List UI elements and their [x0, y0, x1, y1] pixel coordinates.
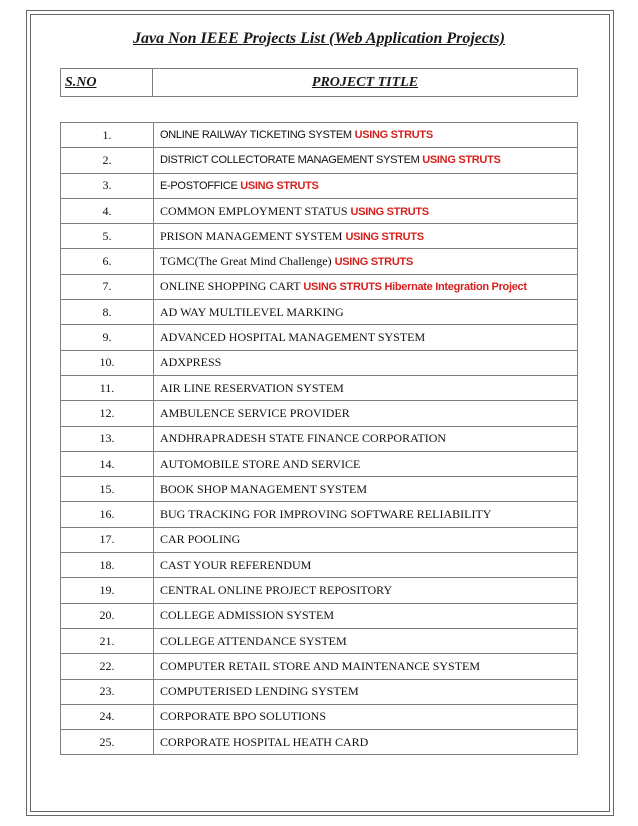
table-row [61, 527, 578, 552]
project-title-cell [154, 603, 578, 628]
table-row [61, 375, 578, 400]
table-row [61, 704, 578, 729]
technology-tag: USING STRUTS [345, 230, 424, 243]
project-name: DISTRICT COLLECTORATE MANAGEMENT SYSTEM [160, 154, 423, 167]
project-name: CORPORATE BPO SOLUTIONS [160, 709, 327, 724]
project-name: E-POSTOFFICE [160, 179, 241, 192]
table-row [61, 426, 578, 451]
project-title-cell [154, 375, 578, 400]
row-number: 21. [61, 628, 154, 653]
row-number: 10. [61, 350, 154, 375]
row-number: 8. [61, 300, 154, 325]
project-name: TGMC(The Great Mind Challenge) [160, 254, 335, 269]
row-number: 16. [61, 502, 154, 527]
project-title-cell [154, 502, 578, 527]
project-title-cell [154, 350, 578, 375]
project-name: CAR POOLING [160, 532, 241, 547]
technology-tag: USING STRUTS [354, 129, 433, 142]
project-name: CORPORATE HOSPITAL HEATH CARD [160, 734, 369, 749]
table-row [61, 578, 578, 603]
project-title-cell [154, 173, 578, 198]
row-number: 13. [61, 426, 154, 451]
project-name: COMPUTERISED LENDING SYSTEM [160, 684, 359, 699]
project-name: COMMON EMPLOYMENT STATUS [160, 203, 351, 218]
row-number: 23. [61, 679, 154, 704]
row-number: 3. [61, 173, 154, 198]
project-title-cell [154, 679, 578, 704]
row-number: 12. [61, 401, 154, 426]
table-row [61, 603, 578, 628]
projects-table [60, 122, 578, 755]
header-table [60, 68, 578, 97]
document-title: Java Non IEEE Projects List (Web Application Projects) [133, 30, 505, 47]
table-row [61, 553, 578, 578]
project-title-cell [154, 198, 578, 223]
project-title-cell [154, 426, 578, 451]
technology-tag: USING STRUTS [422, 154, 501, 167]
header-project-title: PROJECT TITLE [153, 69, 578, 97]
table-row [61, 401, 578, 426]
row-number: 22. [61, 654, 154, 679]
project-name: PRISON MANAGEMENT SYSTEM [160, 228, 346, 243]
row-number: 7. [61, 274, 154, 299]
project-name: COMPUTER RETAIL STORE AND MAINTENANCE SYSTEM [160, 658, 481, 673]
project-title-cell [154, 123, 578, 148]
row-number: 4. [61, 198, 154, 223]
row-number: 18. [61, 553, 154, 578]
row-number: 25. [61, 730, 154, 755]
technology-tag: USING STRUTS Hibernate Integration Project [303, 281, 527, 294]
table-row [61, 224, 578, 249]
project-name: ONLINE SHOPPING CART [160, 279, 304, 294]
project-name: ONLINE RAILWAY TICKETING SYSTEM [160, 129, 355, 142]
project-title-cell [154, 477, 578, 502]
project-title-cell [154, 704, 578, 729]
row-number: 19. [61, 578, 154, 603]
row-number: 5. [61, 224, 154, 249]
table-row [61, 350, 578, 375]
table-row [61, 274, 578, 299]
technology-tag: USING STRUTS [240, 179, 319, 192]
project-title-cell [154, 148, 578, 173]
row-number: 6. [61, 249, 154, 274]
project-name: AMBULENCE SERVICE PROVIDER [160, 405, 350, 420]
table-row [61, 325, 578, 350]
header-row [61, 69, 578, 97]
project-title-cell [154, 578, 578, 603]
project-name: AIR LINE RESERVATION SYSTEM [160, 380, 344, 395]
row-number: 9. [61, 325, 154, 350]
project-title-cell [154, 628, 578, 653]
project-title-cell [154, 451, 578, 476]
project-name: CENTRAL ONLINE PROJECT REPOSITORY [160, 582, 393, 597]
row-number: 20. [61, 603, 154, 628]
table-row [61, 148, 578, 173]
project-name: COLLEGE ATTENDANCE SYSTEM [160, 633, 347, 648]
header-sno: S.NO [61, 69, 153, 97]
row-number: 17. [61, 527, 154, 552]
project-title-cell [154, 300, 578, 325]
project-title-cell [154, 274, 578, 299]
project-title-cell [154, 249, 578, 274]
project-name: ADXPRESS [160, 355, 222, 370]
project-title-cell [154, 654, 578, 679]
table-row [61, 451, 578, 476]
table-row [61, 249, 578, 274]
row-number: 1. [61, 123, 154, 148]
project-title-cell [154, 325, 578, 350]
project-name: BUG TRACKING FOR IMPROVING SOFTWARE RELIABILITY [160, 507, 492, 522]
row-number: 2. [61, 148, 154, 173]
technology-tag: USING STRUTS [350, 205, 429, 218]
table-row [61, 123, 578, 148]
table-row [61, 173, 578, 198]
project-name: BOOK SHOP MANAGEMENT SYSTEM [160, 481, 368, 496]
project-name: ADVANCED HOSPITAL MANAGEMENT SYSTEM [160, 330, 426, 345]
project-title-cell [154, 224, 578, 249]
row-number: 14. [61, 451, 154, 476]
table-row [61, 654, 578, 679]
project-title-cell [154, 401, 578, 426]
table-row [61, 300, 578, 325]
project-name: AD WAY MULTILEVEL MARKING [160, 304, 344, 319]
project-title-cell [154, 730, 578, 755]
table-row [61, 477, 578, 502]
table-row [61, 730, 578, 755]
project-title-cell [154, 553, 578, 578]
row-number: 15. [61, 477, 154, 502]
table-row [61, 679, 578, 704]
table-row [61, 198, 578, 223]
project-name: CAST YOUR REFERENDUM [160, 557, 312, 572]
project-title-cell [154, 527, 578, 552]
technology-tag: USING STRUTS [334, 256, 413, 269]
project-name: COLLEGE ADMISSION SYSTEM [160, 608, 335, 623]
row-number: 11. [61, 375, 154, 400]
table-row [61, 628, 578, 653]
project-name: ANDHRAPRADESH STATE FINANCE CORPORATION [160, 431, 447, 446]
project-name: AUTOMOBILE STORE AND SERVICE [160, 456, 361, 471]
table-row [61, 502, 578, 527]
row-number: 24. [61, 704, 154, 729]
